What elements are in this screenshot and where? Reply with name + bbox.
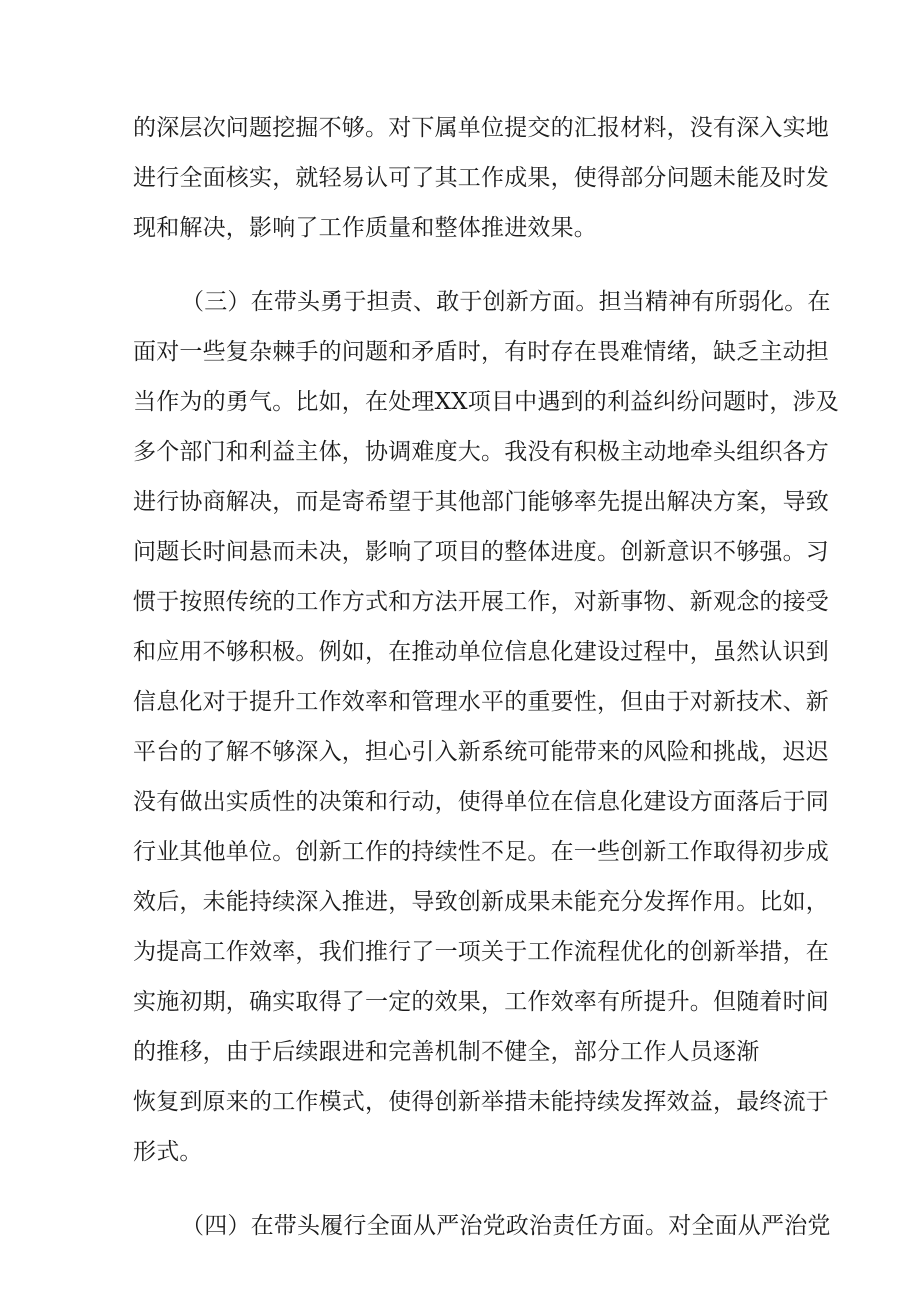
body-text-line: 进行协商解决，而是寄希望于其他部门能够率先提出解决方案，导致 xyxy=(133,489,829,515)
body-text-line: 面对一些复杂棘手的问题和矛盾时，有时存在畏难情绪，缺乏主动担 xyxy=(133,339,829,365)
body-text-line: 的推移，由于后续跟进和完善机制不健全，部分工作人员逐渐 xyxy=(133,1039,760,1065)
body-text-line: 进行全面核实，就轻易认可了其工作成果，使得部分问题未能及时发 xyxy=(133,165,829,191)
body-text-line: 惯于按照传统的工作方式和方法开展工作，对新事物、新观念的接受 xyxy=(133,589,829,615)
body-text-line: 和应用不够积极。例如，在推动单位信息化建设过程中，虽然认识到 xyxy=(133,639,829,665)
body-text-line: 平台的了解不够深入，担心引入新系统可能带来的风险和挑战，迟迟 xyxy=(133,739,829,765)
body-text-line: 效后，未能持续深入推进，导致创新成果未能充分发挥作用。比如， xyxy=(133,889,829,915)
body-text-line: 当作为的勇气。比如，在处理XX项目中遇到的利益纠纷问题时，涉及 xyxy=(133,389,839,415)
body-text-line: 恢复到原来的工作模式，使得创新举措未能持续发挥效益，最终流于 xyxy=(133,1089,829,1115)
body-text-line: 行业其他单位。创新工作的持续性不足。在一些创新工作取得初步成 xyxy=(133,839,829,865)
body-text-line: 形式。 xyxy=(133,1139,203,1165)
body-text-line: 实施初期，确实取得了一定的效果，工作效率有所提升。但随着时间 xyxy=(133,989,829,1015)
section-heading-3: （三）在带头勇于担责、敢于创新方面。担当精神有所弱化。在 xyxy=(181,289,831,315)
body-text-line: 问题长时间悬而未决，影响了项目的整体进度。创新意识不够强。习 xyxy=(133,539,829,565)
body-text-line: 信息化对于提升工作效率和管理水平的重要性，但由于对新技术、新 xyxy=(133,689,829,715)
body-text-line: 的深层次问题挖掘不够。对下属单位提交的汇报材料，没有深入实地 xyxy=(133,115,829,141)
body-text-line: 多个部门和利益主体，协调难度大。我没有积极主动地牵头组织各方 xyxy=(133,439,829,465)
body-text-line: 为提高工作效率，我们推行了一项关于工作流程优化的创新举措，在 xyxy=(133,939,829,965)
section-heading-4: （四）在带头履行全面从严治党政治责任方面。对全面从严治党 xyxy=(181,1213,831,1239)
body-text-line: 没有做出实质性的决策和行动，使得单位在信息化建设方面落后于同 xyxy=(133,789,829,815)
body-text-line: 现和解决，影响了工作质量和整体推进效果。 xyxy=(133,215,597,241)
